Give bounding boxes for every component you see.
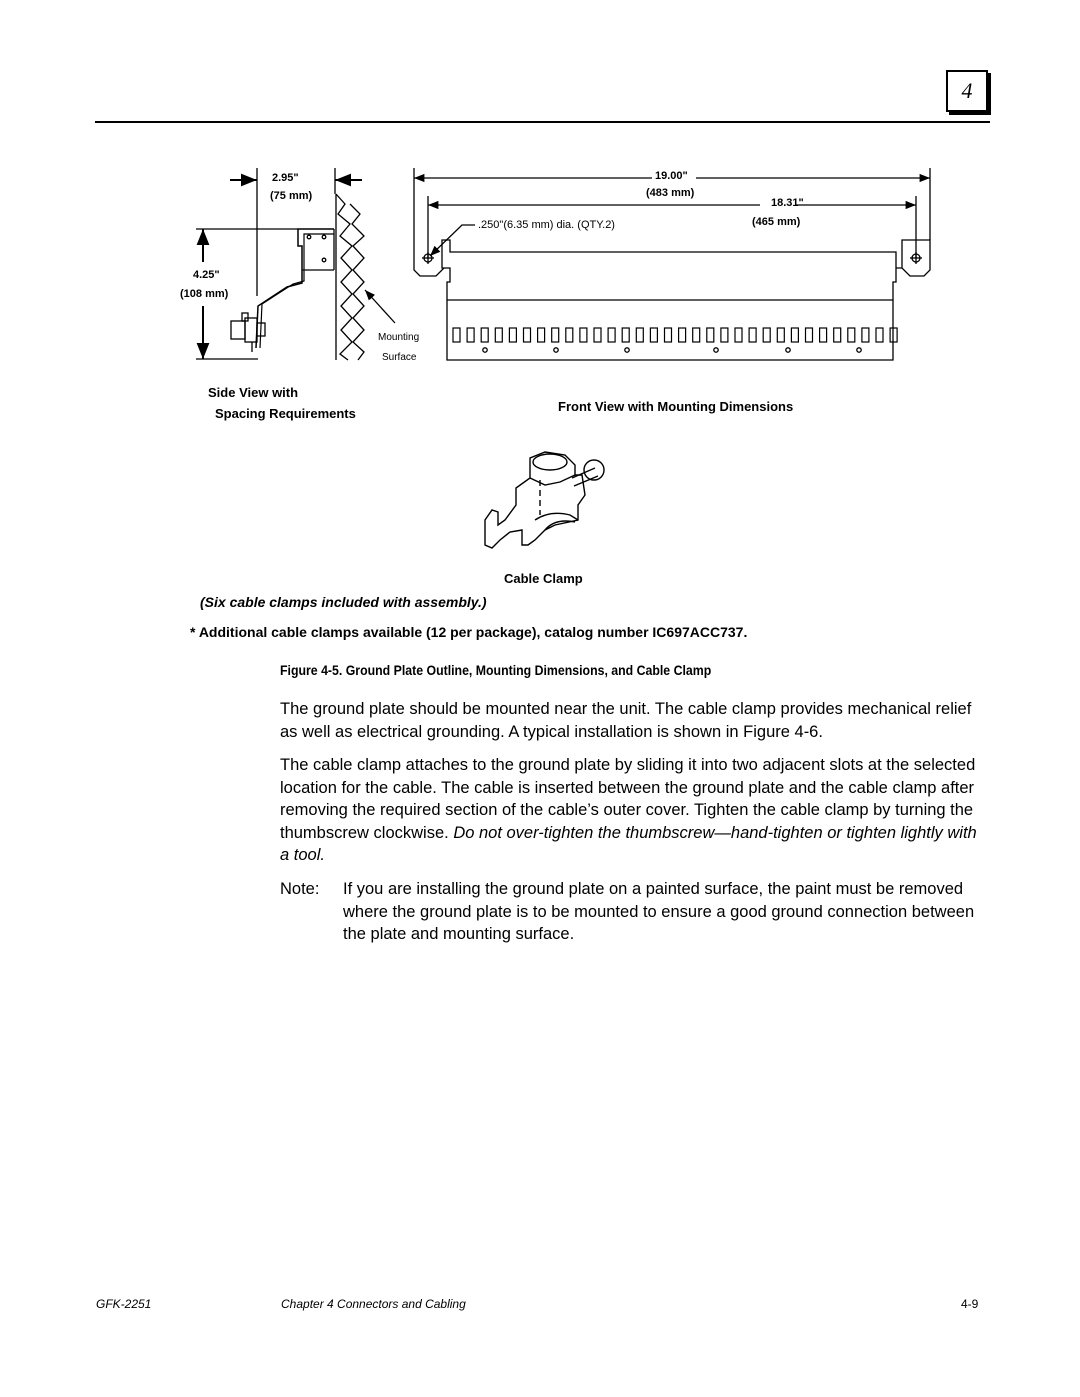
surface-label: Surface [382,352,417,363]
figure-caption: Figure 4-5. Ground Plate Outline, Mounting Dimensions, and Cable Clamp [280,662,712,678]
plate-slot [622,328,629,342]
side-view-caption-line2: Spacing Requirements [215,406,356,421]
plate-slot [679,328,686,342]
body-paragraph-1: The ground plate should be mounted near the unit. The cable clamp provides mechanical relief as well as electrical grounding. A typical installation is shown in Figure 4-6. [280,700,972,741]
plate-slot [608,328,615,342]
plate-slot [650,328,657,342]
body-paragraph-2 [280,754,985,867]
plate-slot [552,328,559,342]
plate-slot [481,328,488,342]
footer-doc-number: GFK-2251 [96,1297,152,1311]
plate-slot [862,328,869,342]
side-height-inches: 4.25" [193,269,220,281]
cable-clamp-drawing [485,452,604,548]
clamp-quantity-note: (Six cable clamps included with assembly.) [200,594,487,610]
plate-slot [834,328,841,342]
plate-slot [707,328,714,342]
plate-slot [777,328,784,342]
plate-slot [721,328,728,342]
plate-slot [538,328,545,342]
hole-spec: .250"(6.35 mm) dia. (QTY.2) [478,219,615,231]
note-label: Note: [280,880,320,898]
plate-slot [735,328,742,342]
plate-slot [749,328,756,342]
side-view-caption-line1: Side View with [208,385,299,400]
body-paragraph-2-warning: Do not over-tighten the thumbscrew—hand-tighten or tighten lightly with a tool. [280,823,977,864]
plate-slot [763,328,770,342]
plate-slot [509,328,516,342]
ground-plate-figure [0,0,1080,560]
front-holes-inches: 18.31" [771,197,804,209]
plate-slot [665,328,672,342]
plate-slot [467,328,474,342]
front-overall-inches: 19.00" [655,170,688,182]
front-view-caption: Front View with Mounting Dimensions [558,399,794,414]
side-width-inches: 2.95" [272,172,299,184]
plate-slots [453,328,897,342]
plate-slot [580,328,587,342]
side-width-mm: (75 mm) [270,190,313,202]
plate-slot [848,328,855,342]
mounting-label: Mounting [378,332,420,343]
plate-slot [791,328,798,342]
plate-slot [636,328,643,342]
plate-slot [453,328,460,342]
side-height-mm: (108 mm) [180,288,229,300]
plate-slot [524,328,531,342]
plate-slot [495,328,502,342]
plate-slot [820,328,827,342]
front-overall-mm: (483 mm) [646,187,695,199]
note-text: If you are installing the ground plate on a painted surface, the paint must be removed where the ground plate is to be mounted to ensure a good ground connection between the plate and mounting surface. [343,880,975,943]
footer-chapter-title: Chapter 4 Connectors and Cabling [281,1297,466,1311]
chapter-number: 4 [961,78,973,103]
cable-clamp-caption: Cable Clamp [504,571,583,586]
footer-page-number: 4-9 [961,1297,979,1311]
front-holes-mm: (465 mm) [752,216,801,228]
plate-slot [693,328,700,342]
additional-clamps-note: * Additional cable clamps available (12 per package), catalog number IC697ACC737. [190,624,748,640]
plate-slot [594,328,601,342]
body-paragraph-2-text: The cable clamp attaches to the ground plate by sliding it into two adjacent slots at the selected location for the cable. The cable is inserted between the ground plate and the cable clamp after removing the required section of the cable’s outer cover. Tighten the cable clamp by turning the thumbscrew clockwise. [280,756,976,842]
plate-slot [806,328,813,342]
plate-slot [876,328,883,342]
plate-slot [566,328,573,342]
